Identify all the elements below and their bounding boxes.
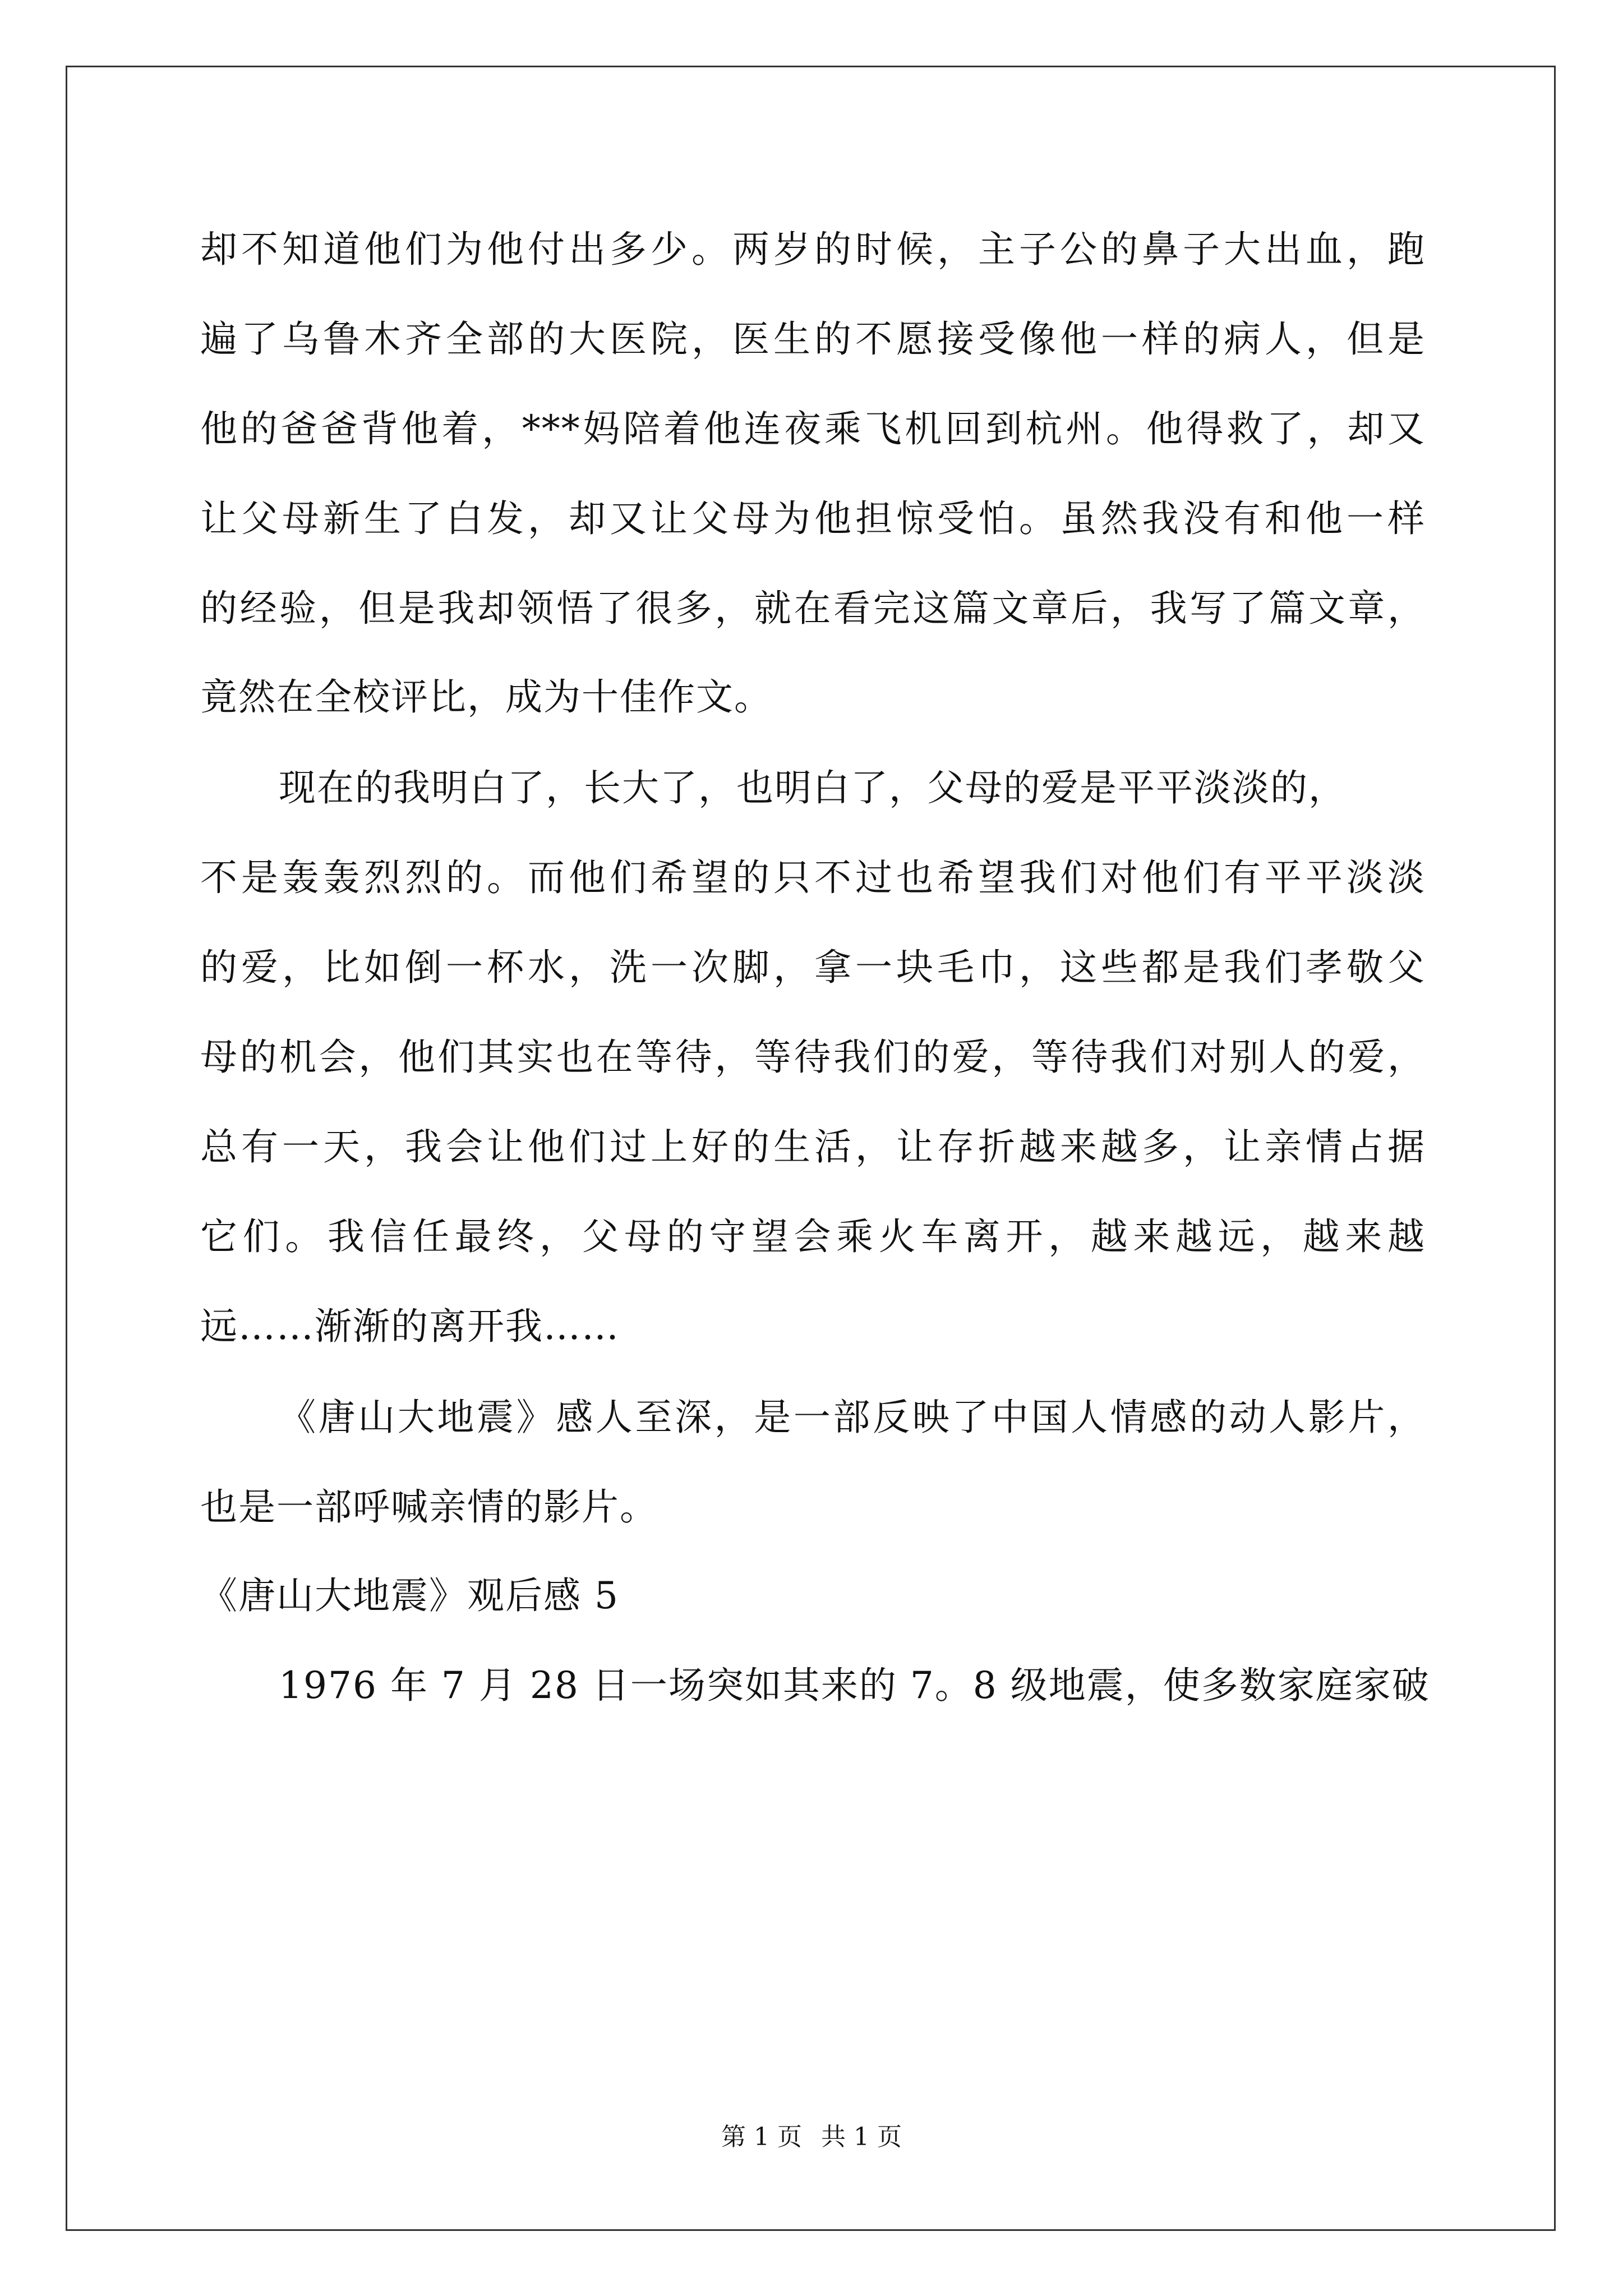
- text-line: 不是轰轰烈烈的。而他们希望的只不过也希望我们对他们有平平淡淡: [200, 856, 1426, 899]
- text-line: 它们。我信任最终，父母的守望会乘火车离开，越来越远，越来越: [200, 1215, 1426, 1258]
- text-line: 远……渐渐的离开我……: [200, 1305, 620, 1348]
- paragraph-first-line: 现在的我明白了，长大了，也明白了，父母的爱是平平淡淡的，: [279, 766, 1347, 809]
- text-line: 母的机会，他们其实也在等待，等待我们的爱，等待我们对别人的爱，: [200, 1036, 1426, 1079]
- section-title: 《唐山大地震》观后感 5: [200, 1574, 619, 1617]
- page-total: 共 1 页: [821, 2123, 902, 2151]
- text-line: 竟然在全校评比，成为十佳作文。: [200, 675, 772, 719]
- page-number: 第 1 页: [721, 2123, 802, 2151]
- text-line: 让父母新生了白发，却又让父母为他担惊受怕。虽然我没有和他一样: [200, 497, 1426, 540]
- paragraph-first-line: 《唐山大地震》感人至深，是一部反映了中国人情感的动人影片，: [279, 1396, 1426, 1439]
- paragraph-first-line: 1976 年 7 月 28 日一场突如其来的 7。8 级地震，使多数家庭家破: [279, 1664, 1430, 1707]
- page-footer: [0, 2122, 1623, 2153]
- text-line: 的经验，但是我却领悟了很多，就在看完这篇文章后，我写了篇文章，: [200, 587, 1426, 630]
- text-line: 也是一部呼喊亲情的影片。: [200, 1485, 658, 1529]
- text-line: 却不知道他们为他付出多少。两岁的时候，主子公的鼻子大出血，跑: [200, 228, 1426, 271]
- text-line: 的爱，比如倒一杯水，洗一次脚，拿一块毛巾，这些都是我们孝敬父: [200, 946, 1426, 989]
- text-line: 总有一天，我会让他们过上好的生活，让存折越来越多，让亲情占据: [200, 1125, 1426, 1168]
- text-line: 遍了乌鲁木齐全部的大医院，医生的不愿接受像他一样的病人，但是: [200, 318, 1426, 361]
- text-line: 他的爸爸背他着，***妈陪着他连夜乘飞机回到杭州。他得救了，却又: [200, 407, 1426, 450]
